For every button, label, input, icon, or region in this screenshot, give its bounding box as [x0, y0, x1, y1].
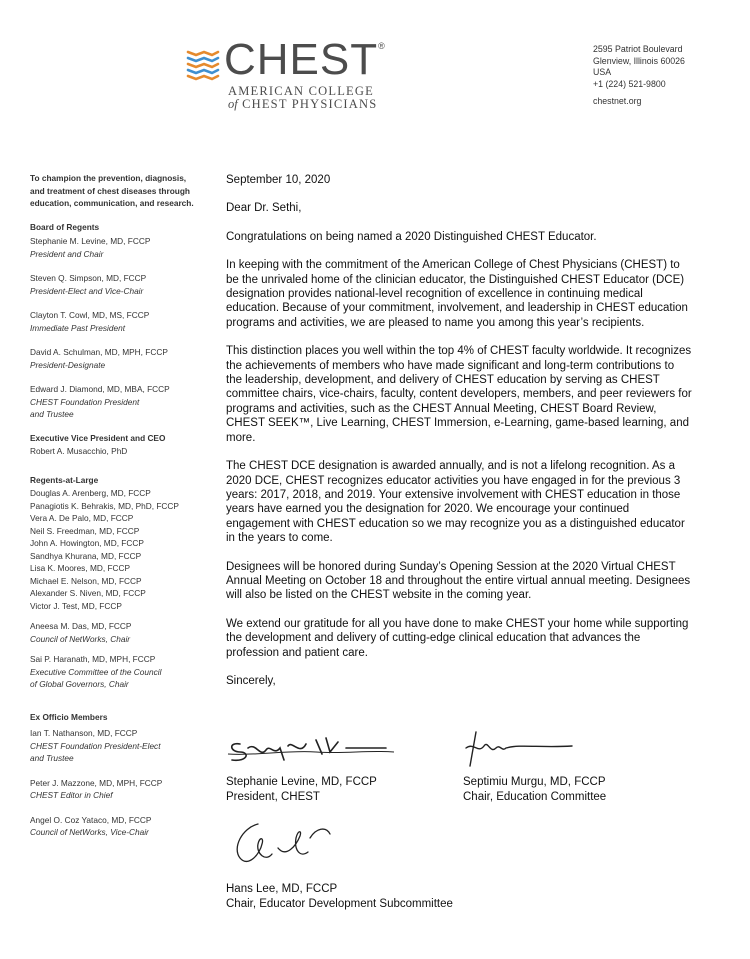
- regent-name: Lisa K. Moores, MD, FCCP: [30, 563, 131, 573]
- letter-paragraph: We extend our gratitude for all you have done to make CHEST your home while supporting the development and delivery of cutting-edge clinical education that advances the profession and patient care.: [226, 617, 689, 659]
- regent-name: Neil S. Freedman, MD, FCCP: [30, 525, 140, 536]
- signatory-levine: Stephanie Levine, MD, FCCP President, CHEST: [226, 776, 377, 803]
- letter-paragraph: This distinction places you well within the top 4% of CHEST faculty worldwide. It recognizes the achievements of members who have made significant and long-term contributions to the leadership, development, and delivery of CHEST education by serving as CHEST committee chairs, vice-chairs, faculty, content developers, members, and peer reviewers for programs and activities, such as the CHEST Annual Meeting, CHEST Board Review, CHEST SEEK™, Live Learning, CHEST Immersion, e-Learning, game-based learning, and more.: [226, 345, 692, 444]
- exofficio-member: Ian T. Nathanson, MD, FCCP CHEST Foundation President-Elect and Trustee: [30, 728, 161, 763]
- letter-body: [226, 173, 692, 688]
- exofficio-member: Angel O. Coz Yataco, MD, FCCP Council of NetWorks, Vice-Chair: [30, 814, 152, 837]
- regent-name: Alexander S. Niven, MD, FCCP: [30, 588, 146, 598]
- address-line: 2595 Patriot Boulevard: [593, 44, 683, 54]
- logo-subtitle-line2: of CHEST PHYSICIANS: [228, 97, 378, 111]
- signatory-lee: Hans Lee, MD, FCCP Chair, Educator Development Subcommittee: [226, 883, 453, 910]
- letter-paragraph: In keeping with the commitment of the American College of Chest Physicians (CHEST) to be the unrivaled home of the clinician educator, the Distinguished CHEST Educator (DCE) designation provides national-level recognition of excellence in continuing medical education. Because of your commitment, involvement, and leadership in CHEST education programs and activities, we are pleased to name you among this year’s recipients.: [226, 259, 688, 329]
- regent-name: Sandhya Khurana, MD, FCCP: [30, 550, 142, 561]
- exofficio-member: Peter J. Mazzone, MD, MPH, FCCP CHEST Editor in Chief: [30, 777, 163, 800]
- board-member: Edward J. Diamond, MD, MBA, FCCP CHEST Foundation President and Trustee: [30, 384, 170, 419]
- website-link[interactable]: chestnet.org: [593, 96, 642, 106]
- exofficio-heading: Ex Officio Members: [30, 711, 108, 722]
- regent-name: John A. Howington, MD, FCCP: [30, 538, 144, 548]
- signature-levine-icon: [226, 732, 396, 774]
- evp-name: Robert A. Musacchio, PhD: [30, 446, 128, 456]
- board-member: David A. Schulman, MD, MPH, FCCP President-Designate: [30, 347, 168, 370]
- board-member: Stephanie M. Levine, MD, FCCP President and Chair: [30, 236, 151, 259]
- board-member: Steven Q. Simpson, MD, FCCP President-Elect and Vice-Chair: [30, 273, 147, 296]
- letter-paragraph: Congratulations on being named a 2020 Distinguished CHEST Educator.: [226, 230, 597, 243]
- letter-paragraph: Designees will be honored during Sunday’s Opening Session at the 2020 Virtual CHEST Annual Meeting on October 18 and throughout the entire virtual annual meeting. Designees will also be listed on the CHEST website in the coming year.: [226, 560, 691, 602]
- letter-paragraph: The CHEST DCE designation is awarded annually, and is not a lifelong recognition. As a 2020 DCE, CHEST recognizes educator activities you have engaged in for the previous 3 years: 2017, 2018, and 2019. Your extensive involvement with CHEST education in those years have earned you the designation for 2020. We encourage your continued engagement with CHEST education so we may recognize you as a distinguished educator in the years to come.: [226, 460, 685, 545]
- regents-list: [30, 487, 210, 612]
- sidebar: [30, 172, 210, 839]
- evp-heading: Executive Vice President and CEO: [30, 432, 166, 443]
- signature-lee-icon: [226, 818, 336, 878]
- chest-logo-icon: [186, 48, 220, 82]
- regent-name: Douglas A. Arenberg, MD, FCCP: [30, 488, 151, 498]
- letter-closing: Sincerely,: [226, 674, 276, 687]
- regent-with-role: Sai P. Haranath, MD, MPH, FCCP Executive Committee of the Council of Global Governors, Chair: [30, 654, 162, 689]
- board-heading: Board of Regents: [30, 221, 100, 232]
- regent-name: Michael E. Nelson, MD, FCCP: [30, 575, 142, 586]
- regent-with-role: Aneesa M. Das, MD, FCCP Council of NetWorks, Chair: [30, 621, 132, 644]
- logo-wordmark: CHEST®: [224, 35, 386, 84]
- letter-salutation: Dear Dr. Sethi,: [226, 202, 302, 215]
- signature-murgu-icon: [460, 728, 580, 772]
- regent-name: Panagiotis K. Behrakis, MD, PhD, FCCP: [30, 500, 179, 511]
- regents-heading: Regents-at-Large: [30, 474, 99, 485]
- letter-date: September 10, 2020: [226, 174, 331, 186]
- logo-subtitle-line1: AMERICAN COLLEGE: [228, 84, 374, 98]
- board-member: Clayton T. Cowl, MD, MS, FCCP Immediate Past President: [30, 310, 150, 333]
- address-block: [593, 44, 685, 108]
- regent-name: Vera A. De Palo, MD, FCCP: [30, 513, 134, 523]
- signatory-murgu: Septimiu Murgu, MD, FCCP Chair, Education Committee: [463, 776, 607, 803]
- regent-name: Victor J. Test, MD, FCCP: [30, 600, 122, 611]
- address-line: Glenview, Illinois 60026: [593, 55, 685, 66]
- address-line: USA: [593, 67, 612, 77]
- phone-number: +1 (224) 521-9800: [593, 78, 666, 89]
- mission-statement: To champion the prevention, diagnosis, and treatment of chest diseases through education, communication, and research.: [30, 173, 194, 208]
